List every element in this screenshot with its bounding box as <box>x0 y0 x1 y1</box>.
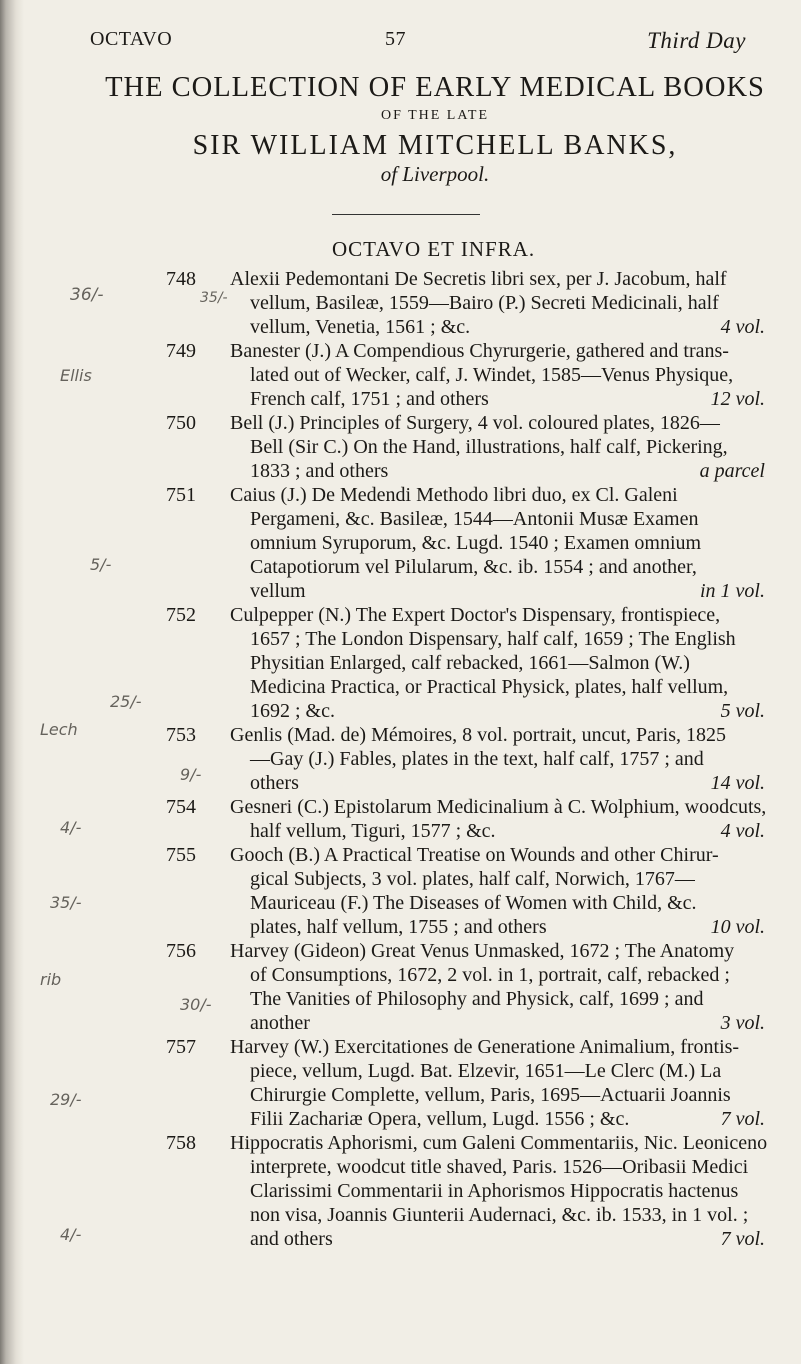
running-head <box>0 28 801 58</box>
entry-text: Bell (Sir C.) On the Hand, illustrations, half calf, Pickering, <box>250 436 728 458</box>
entry-line <box>0 603 801 627</box>
entry-line <box>0 891 801 915</box>
entry-text: piece, vellum, Lugd. Bat. Elzevir, 1651—Le Clerc (M.) La <box>250 1060 722 1082</box>
volume-count: 5 vol. <box>720 700 765 722</box>
entry-line <box>0 651 801 675</box>
entry-text: Genlis (Mad. de) Mémoires, 8 vol. portrait, uncut, Paris, 1825 <box>230 724 727 746</box>
entry-line <box>0 291 801 315</box>
entry-line <box>0 315 801 339</box>
margin-note: 36/- <box>70 285 104 305</box>
entry-line <box>0 1203 801 1227</box>
catalog-entry <box>0 483 801 603</box>
margin-note: Ellis <box>60 366 92 385</box>
entry-line <box>0 963 801 987</box>
margin-note: 5/- <box>90 555 112 574</box>
margin-note: 30/- <box>180 995 212 1014</box>
margin-note: rib <box>40 970 62 989</box>
lot-number: 756 <box>166 940 196 962</box>
entry-text: half vellum, Tiguri, 1577 ; &c. <box>250 820 496 842</box>
entry-line <box>0 1107 801 1131</box>
entry-text: Alexii Pedemontani De Secretis libri sex, per J. Jacobum, half <box>230 268 727 290</box>
entry-text: gical Subjects, 3 vol. plates, half calf, Norwich, 1767— <box>250 868 695 890</box>
title-rule <box>332 214 480 215</box>
catalog-entries <box>0 267 801 1251</box>
entry-line <box>0 363 801 387</box>
entry-text: Bell (J.) Principles of Surgery, 4 vol. coloured plates, 1826— <box>230 412 720 434</box>
entry-text: Caius (J.) De Medendi Methodo libri duo, ex Cl. Galeni <box>230 484 678 506</box>
catalog-entry <box>0 1035 801 1131</box>
entry-line <box>0 1179 801 1203</box>
lot-number: 748 <box>166 268 196 290</box>
entry-text: 1833 ; and others <box>250 460 389 482</box>
page-number: 57 <box>385 28 406 50</box>
catalog-entry <box>0 411 801 483</box>
entry-line <box>0 555 801 579</box>
entry-line <box>0 411 801 435</box>
entry-text: Harvey (Gideon) Great Venus Unmasked, 1672 ; The Anatomy <box>230 940 735 962</box>
entry-line <box>0 939 801 963</box>
volume-count: 7 vol. <box>720 1228 765 1250</box>
entry-text: lated out of Wecker, calf, J. Windet, 1585—Venus Physique, <box>250 364 734 386</box>
entry-text: interprete, woodcut title shaved, Paris. 1526—Oribasii Medici <box>250 1156 749 1178</box>
entry-text: Hippocratis Aphorismi, cum Galeni Commentariis, Nic. Leoniceno <box>230 1132 768 1154</box>
lot-number: 757 <box>166 1036 196 1058</box>
lot-number: 750 <box>166 412 196 434</box>
margin-note: Lech <box>40 720 78 739</box>
catalog-entry <box>0 939 801 1035</box>
lot-number: 751 <box>166 484 196 506</box>
entry-text: The Vanities of Philosophy and Physick, calf, 1699 ; and <box>250 988 704 1010</box>
margin-note: 25/- <box>110 692 142 711</box>
volume-count: 4 vol. <box>720 316 765 338</box>
entry-text: Gooch (B.) A Practical Treatise on Wounds and other Chirur- <box>230 844 719 866</box>
margin-note: 35/- <box>200 290 228 306</box>
entry-text: others <box>250 772 299 794</box>
lot-number: 758 <box>166 1132 196 1154</box>
collection-title <box>70 72 800 187</box>
volume-count: 12 vol. <box>710 388 765 410</box>
running-head-format: OCTAVO <box>90 28 173 50</box>
entry-text: Catapotiorum vel Pilularum, &c. ib. 1554 ; and another, <box>250 556 697 578</box>
entry-line <box>0 1227 801 1251</box>
entry-line <box>0 459 801 483</box>
entry-line <box>0 339 801 363</box>
volume-count: a parcel <box>699 460 765 482</box>
entry-line <box>0 795 801 819</box>
entry-text: Medicina Practica, or Practical Physick, plates, half vellum, <box>250 676 729 698</box>
entry-line <box>0 1035 801 1059</box>
lot-number: 755 <box>166 844 196 866</box>
entry-text: plates, half vellum, 1755 ; and others <box>250 916 547 938</box>
entry-text: French calf, 1751 ; and others <box>250 388 489 410</box>
entry-text: Banester (J.) A Compendious Chyrurgerie, gathered and trans- <box>230 340 729 362</box>
catalog-entry <box>0 723 801 795</box>
title-line-2: OF THE LATE <box>380 108 490 123</box>
lot-number: 753 <box>166 724 196 746</box>
entry-line <box>0 1083 801 1107</box>
entry-text: vellum, Venetia, 1561 ; &c. <box>250 316 471 338</box>
lot-number: 752 <box>166 604 196 626</box>
catalog-entry <box>0 795 801 843</box>
entry-line <box>0 507 801 531</box>
catalog-entry <box>0 267 801 339</box>
entry-line <box>0 747 801 771</box>
margin-note: 29/- <box>50 1090 82 1109</box>
volume-count: 7 vol. <box>720 1108 765 1130</box>
entry-text: Filii Zachariæ Opera, vellum, Lugd. 1556 ; &c. <box>250 1108 630 1130</box>
entry-text: vellum <box>250 580 306 602</box>
entry-line <box>0 843 801 867</box>
entry-line <box>0 483 801 507</box>
entry-text: 1657 ; The London Dispensary, half calf, 1659 ; The English <box>250 628 736 650</box>
entry-line <box>0 723 801 747</box>
entry-line <box>0 627 801 651</box>
entry-text: Pergameni, &c. Basileæ, 1544—Antonii Musæ Examen <box>250 508 699 530</box>
catalog-entry <box>0 339 801 411</box>
entry-line <box>0 1011 801 1035</box>
entry-line <box>0 267 801 291</box>
volume-count: 3 vol. <box>720 1012 765 1034</box>
title-line-1: THE COLLECTION OF EARLY MEDICAL BOOKS <box>105 72 765 103</box>
entry-line <box>0 915 801 939</box>
entry-line <box>0 819 801 843</box>
catalog-entry <box>0 1131 801 1251</box>
entry-text: 1692 ; &c. <box>250 700 335 722</box>
margin-note: 4/- <box>60 818 82 837</box>
entry-line <box>0 435 801 459</box>
entry-text: Gesneri (C.) Epistolarum Medicinalium à C. Wolphium, woodcuts, <box>230 796 767 818</box>
entry-line <box>0 771 801 795</box>
catalog-entry <box>0 843 801 939</box>
lot-number: 754 <box>166 796 196 818</box>
section-heading: OCTAVO ET INFRA. <box>332 237 536 261</box>
entry-line <box>0 579 801 603</box>
entry-text: Clarissimi Commentarii in Aphorismos Hippocratis hactenus <box>250 1180 739 1202</box>
margin-note: 9/- <box>180 765 202 784</box>
entry-text: Harvey (W.) Exercitationes de Generatione Animalium, frontis- <box>230 1036 740 1058</box>
margin-note: 4/- <box>60 1225 82 1244</box>
entry-line <box>0 867 801 891</box>
entry-text: Mauriceau (F.) The Diseases of Women with Child, &c. <box>250 892 697 914</box>
title-line-3: SIR WILLIAM MITCHELL BANKS, <box>192 130 678 161</box>
title-line-4: of Liverpool. <box>380 162 490 186</box>
volume-count: 10 vol. <box>710 916 765 938</box>
lot-number: 749 <box>166 340 196 362</box>
entry-text: non visa, Joannis Giunterii Audernaci, &c. ib. 1533, in 1 vol. ; <box>250 1204 749 1226</box>
entry-text: Chirurgie Complette, vellum, Paris, 1695—Actuarii Joannis <box>250 1084 731 1106</box>
entry-text: Culpepper (N.) The Expert Doctor's Dispensary, frontispiece, <box>230 604 721 626</box>
entry-text: and others <box>250 1228 333 1250</box>
entry-text: of Consumptions, 1672, 2 vol. in 1, portrait, calf, rebacked ; <box>250 964 730 986</box>
entry-text: another <box>250 1012 310 1034</box>
entry-text: vellum, Basileæ, 1559—Bairo (P.) Secreti Medicinali, half <box>250 292 719 314</box>
running-head-day: Third Day <box>647 28 746 53</box>
entry-line <box>0 1131 801 1155</box>
entry-text: —Gay (J.) Fables, plates in the text, half calf, 1757 ; and <box>250 748 704 770</box>
entry-line <box>0 987 801 1011</box>
entry-line <box>0 531 801 555</box>
entry-line <box>0 387 801 411</box>
volume-count: 4 vol. <box>720 820 765 842</box>
entry-text: omnium Syruporum, &c. Lugd. 1540 ; Examen omnium <box>250 532 702 554</box>
entry-line <box>0 1155 801 1179</box>
volume-count: 14 vol. <box>710 772 765 794</box>
entry-text: Physitian Enlarged, calf rebacked, 1661—Salmon (W.) <box>250 652 690 674</box>
volume-count: in 1 vol. <box>700 580 765 602</box>
entry-line <box>0 1059 801 1083</box>
margin-note: 35/- <box>50 893 82 912</box>
